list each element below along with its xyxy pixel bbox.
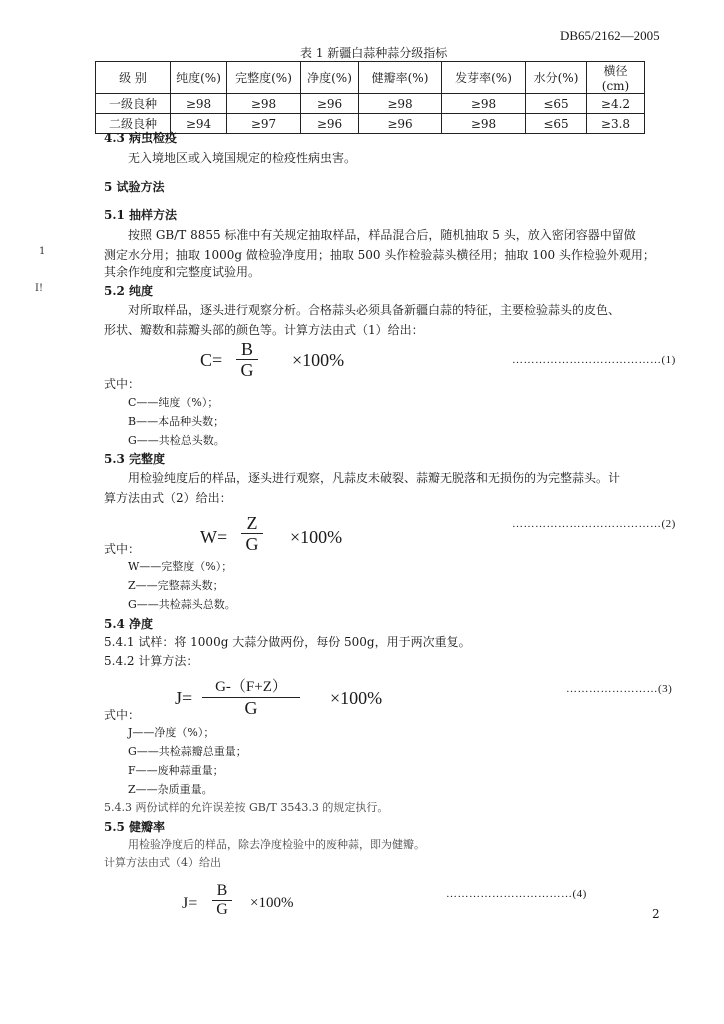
section-heading-5-5: 5.5 健瓣率: [104, 820, 166, 834]
section-heading-4-3: 4.3 病虫检疫: [104, 131, 178, 145]
formula-2-multiplier: ×100%: [290, 527, 343, 547]
formula-4-denominator: G: [216, 901, 228, 918]
formula-4-numerator: B: [216, 882, 228, 899]
table-header-cell: 健瓣率(%): [359, 62, 442, 94]
table-header-cell: 纯度(%): [171, 62, 227, 94]
formula-2-denominator: G: [245, 534, 259, 554]
table-cell: ≥96: [301, 94, 359, 114]
where-label: 式中：: [104, 542, 141, 556]
subsection-5-4-3: 5.4.3 两份试样的允许误差按 GB/T 3543.3 的规定执行。: [104, 801, 389, 814]
paragraph-line: 用检验净度后的样品，除去净度检验中的废种蒜，即为健瓣。: [128, 838, 425, 851]
grade-table: [95, 61, 645, 134]
paragraph-line: 对所取样品，逐头进行观察分析。合格蒜头必须具备新疆白蒜的特征，主要检验蒜头的皮色、: [128, 303, 621, 317]
table-cell: ≥3.8: [587, 114, 645, 134]
formula-1-numerator: B: [240, 339, 253, 359]
table-row: [96, 94, 645, 114]
paragraph-line: 其余作纯度和完整度试验用。: [104, 265, 261, 279]
margin-mark: I!: [35, 283, 43, 294]
table-cell: 二级良种: [96, 114, 171, 134]
variable-def: G——共检蒜头总数。: [128, 598, 236, 611]
formula-3-ref: ……………………(3): [566, 683, 673, 695]
where-label: 式中：: [104, 377, 141, 391]
table-header-cell: 横径(cm): [587, 62, 645, 94]
formula-1-ref: …………………………………(1): [512, 354, 676, 366]
document-code: DB65/2162—2005: [560, 28, 660, 43]
formula-3-fraction: [202, 676, 300, 717]
table-cell: ≥96: [359, 114, 442, 134]
formula-4-lhs: J=: [182, 895, 198, 912]
formula-1-multiplier: ×100%: [292, 350, 345, 370]
formula-4-ref: ……………………………(4): [446, 888, 587, 900]
formula-3-numerator: G-（F+Z）: [215, 679, 287, 695]
formula-2-fraction: [241, 514, 263, 553]
table-cell: ≥94: [171, 114, 227, 134]
formula-2-ref: …………………………………(2): [512, 518, 676, 530]
section-text-4-3: 无入境地区或入境国规定的检疫性病虫害。: [128, 151, 357, 165]
table-header-cell: 完整度(%): [227, 62, 301, 94]
subsection-5-4-2: 5.4.2 计算方法：: [104, 654, 199, 668]
paragraph-line: 用检验纯度后的样品，逐头进行观察，凡蒜皮未破裂、蒜瓣无脱落和无损伤的为完整蒜头。计: [128, 471, 621, 485]
table-header-cell: 发芽率(%): [442, 62, 526, 94]
table-header-cell: 级 别: [96, 62, 171, 94]
formula-1-lhs: C=: [200, 350, 223, 370]
formula-1-fraction: [236, 340, 258, 379]
table-cell: ≥98: [442, 114, 526, 134]
formula-4-fraction: [212, 883, 232, 918]
where-label: 式中：: [104, 708, 141, 722]
table-cell: ≥4.2: [587, 94, 645, 114]
margin-mark: 1: [39, 246, 46, 257]
page-number: 2: [652, 907, 660, 921]
table-cell: ≤65: [526, 94, 587, 114]
table-row: [96, 114, 645, 134]
paragraph-line: 形状、瓣数和蒜瓣头部的颜色等。计算方法由式（1）给出：: [104, 323, 424, 337]
table-cell: ≥97: [227, 114, 301, 134]
section-heading-5-4: 5.4 净度: [104, 617, 154, 631]
section-heading-5-3: 5.3 完整度: [104, 452, 166, 466]
variable-def: W——完整度（%）；: [128, 560, 233, 573]
table-caption: 表 1 新疆白蒜种蒜分级指标: [300, 46, 448, 60]
formula-4-multiplier: ×100%: [250, 895, 294, 911]
paragraph-line: 测定水分用；抽取 1000g 做检验净度用；抽取 500 头作检验蒜头横径用；抽取 100 头作检验外观用；: [104, 248, 655, 262]
table-cell: ≥98: [359, 94, 442, 114]
table-header-cell: 净度(%): [301, 62, 359, 94]
paragraph-line: 按照 GB/T 8855 标准中有关规定抽取样品，样品混合后，随机抽取 5 头，放入密闭容器中留做: [128, 228, 636, 242]
table-header-cell: 水分(%): [526, 62, 587, 94]
section-heading-5-1: 5.1 抽样方法: [104, 208, 178, 222]
formula-3-lhs: J=: [175, 688, 193, 708]
variable-def: F——废种蒜重量；: [128, 764, 224, 777]
variable-def: G——共检总头数。: [128, 434, 225, 447]
formula-2-numerator: Z: [246, 513, 258, 533]
variable-def: Z——完整蒜头数；: [128, 579, 224, 592]
table-cell: ≥96: [301, 114, 359, 134]
variable-def: C——纯度（%）；: [128, 396, 219, 409]
table-cell: ≥98: [442, 94, 526, 114]
table-cell: ≥98: [171, 94, 227, 114]
formula-1-denominator: G: [240, 360, 254, 380]
table-cell: ≤65: [526, 114, 587, 134]
variable-def: G——共检蒜瓣总重量；: [128, 745, 247, 758]
table-cell: ≥98: [227, 94, 301, 114]
formula-2-lhs: W=: [200, 527, 228, 547]
variable-def: Z——杂质重量。: [128, 783, 213, 796]
formula-3-denominator: G: [244, 698, 258, 718]
variable-def: J——净度（%）；: [128, 726, 215, 739]
formula-3-multiplier: ×100%: [330, 688, 383, 708]
table-cell: 一级良种: [96, 94, 171, 114]
variable-def: B——本品种头数；: [128, 415, 225, 428]
table-header-row: [96, 62, 645, 94]
paragraph-line: 计算方法由式（4）给出: [104, 856, 221, 869]
subsection-5-4-1: 5.4.1 试样：将 1000g 大蒜分做两份，每份 500g，用于两次重复。: [104, 635, 471, 649]
section-heading-5: 5 试验方法: [104, 180, 165, 194]
section-heading-5-2: 5.2 纯度: [104, 284, 154, 298]
paragraph-line: 算方法由式（2）给出：: [104, 491, 232, 505]
